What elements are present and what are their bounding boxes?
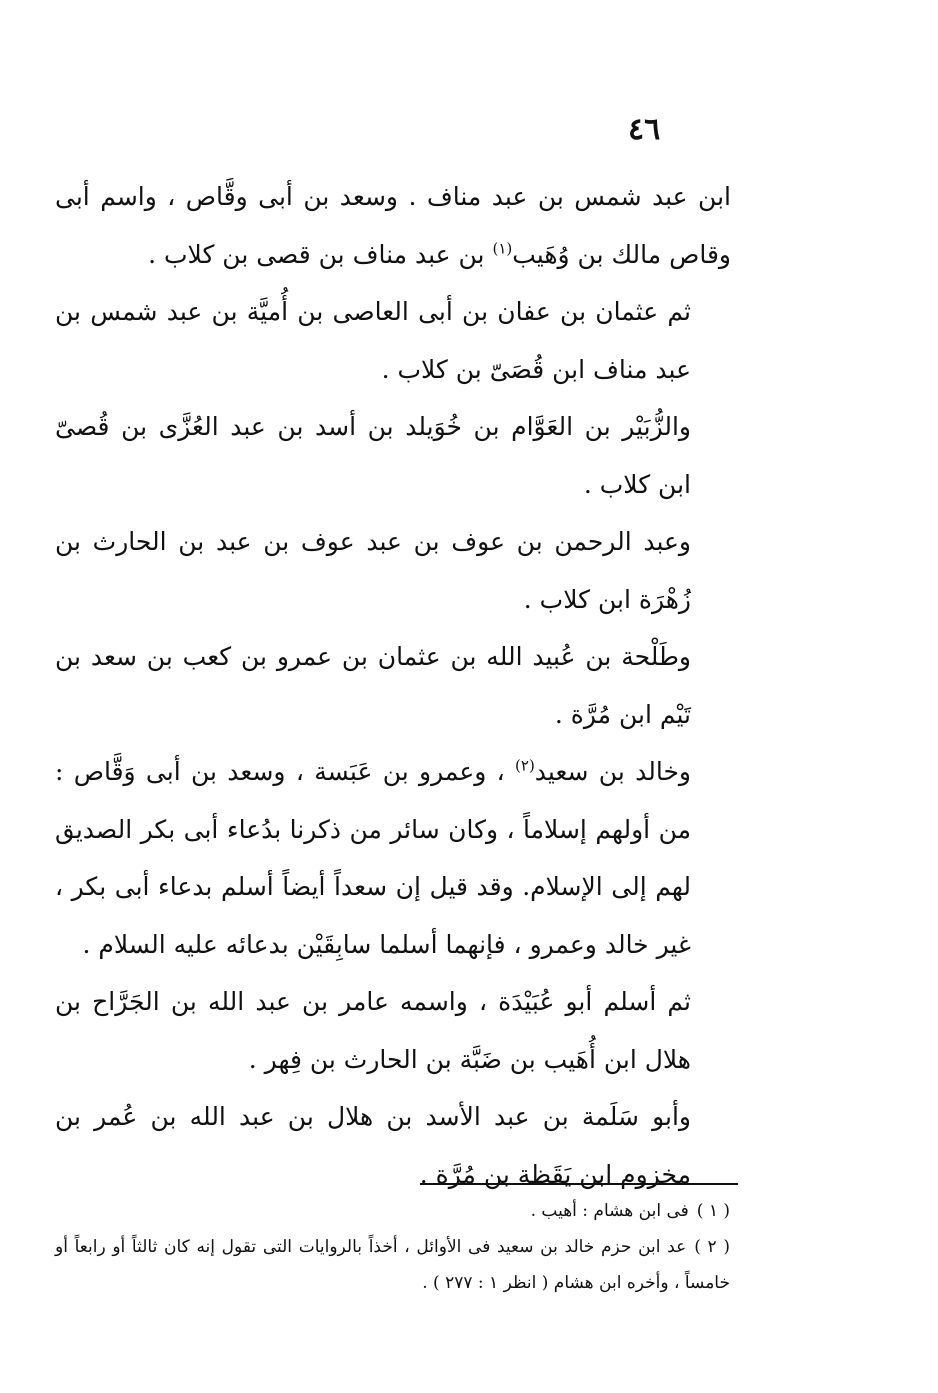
paragraph: ثم عثمان بن عفان بن أبى العاصى بن أُميَّة بن عبد شمس بن عبد مناف ابن قُصَىّ بن كلاب .: [55, 297, 691, 384]
paragraph: وطَلْحة بن عُبيد الله بن عثمان بن عمرو بن كعب بن سعد بن تَيْم ابن مُرَّة .: [55, 642, 691, 729]
paragraph: ثم أسلم أبو عُبَيْدَة ، واسمه عامر بن عبد الله بن الجَرَّاح بن هلال ابن أُهَيب بن ضَبَّة بن الحارث بن فِهر .: [55, 987, 691, 1074]
footnote: ( ٢ )عد ابن حزم خالد بن سعيد فى الأوائل ، أخذاً بالروايات التى تقول إنه كان ثالثاً أو رابعاً أو خامساً ، وأخره ابن هشام ( انظر ١ : ٢٧٧ ) .: [55, 1237, 730, 1293]
paragraph: وعبد الرحمن بن عوف بن عبد عوف بن عبد بن الحارث بن زُهْرَة ابن كلاب .: [55, 527, 691, 614]
paragraph: وخالد بن سعيد$^{(٢)}$ ، وعمرو بن عَبَسة ، وسعد بن أبى وَقَّاص : من أولهم إسلاماً ، وكان سائر من ذكرنا بدُعاء أبى بكر الصديق لهم إلى الإسلام. وقد قيل إن سعداً أيضاً أسلم بدعاء أبى بكر ، غير خالد وعمرو ، فإنهما أسلما سابِقَيْن بدعائه عليه السلام .: [55, 756, 691, 959]
paragraph: ابن عبد شمس بن عبد مناف . وسعد بن أبى وقَّاص ، واسم أبى وقاص مالك بن وُهَيب$^{(١)}$ بن عبد مناف بن قصى بن كلاب .: [55, 182, 731, 269]
footnote-divider: [420, 1183, 738, 1185]
page-number: ٤٦: [628, 112, 661, 147]
footnote-ref: (١): [492, 239, 513, 258]
body-text: [55, 168, 731, 1203]
footnote-ref: (٢): [515, 756, 535, 775]
footnotes: [55, 1193, 740, 1301]
paragraph: والزُّبَيْر بن العَوَّام بن خُوَيلد بن أسد بن عبد العُزَّى بن قُصىّ ابن كلاب .: [55, 412, 691, 499]
footnote: ( ١ )فى ابن هشام : أهيب .: [530, 1201, 730, 1221]
footnote-number: ( ١ ): [696, 1201, 730, 1221]
paragraph: وأبو سَلَمة بن عبد الأسد بن هلال بن عبد الله بن عُمر بن مخزوم ابن يَقَظة بن مُرَّة .: [55, 1102, 691, 1189]
footnote-number: ( ٢ ): [694, 1237, 730, 1257]
